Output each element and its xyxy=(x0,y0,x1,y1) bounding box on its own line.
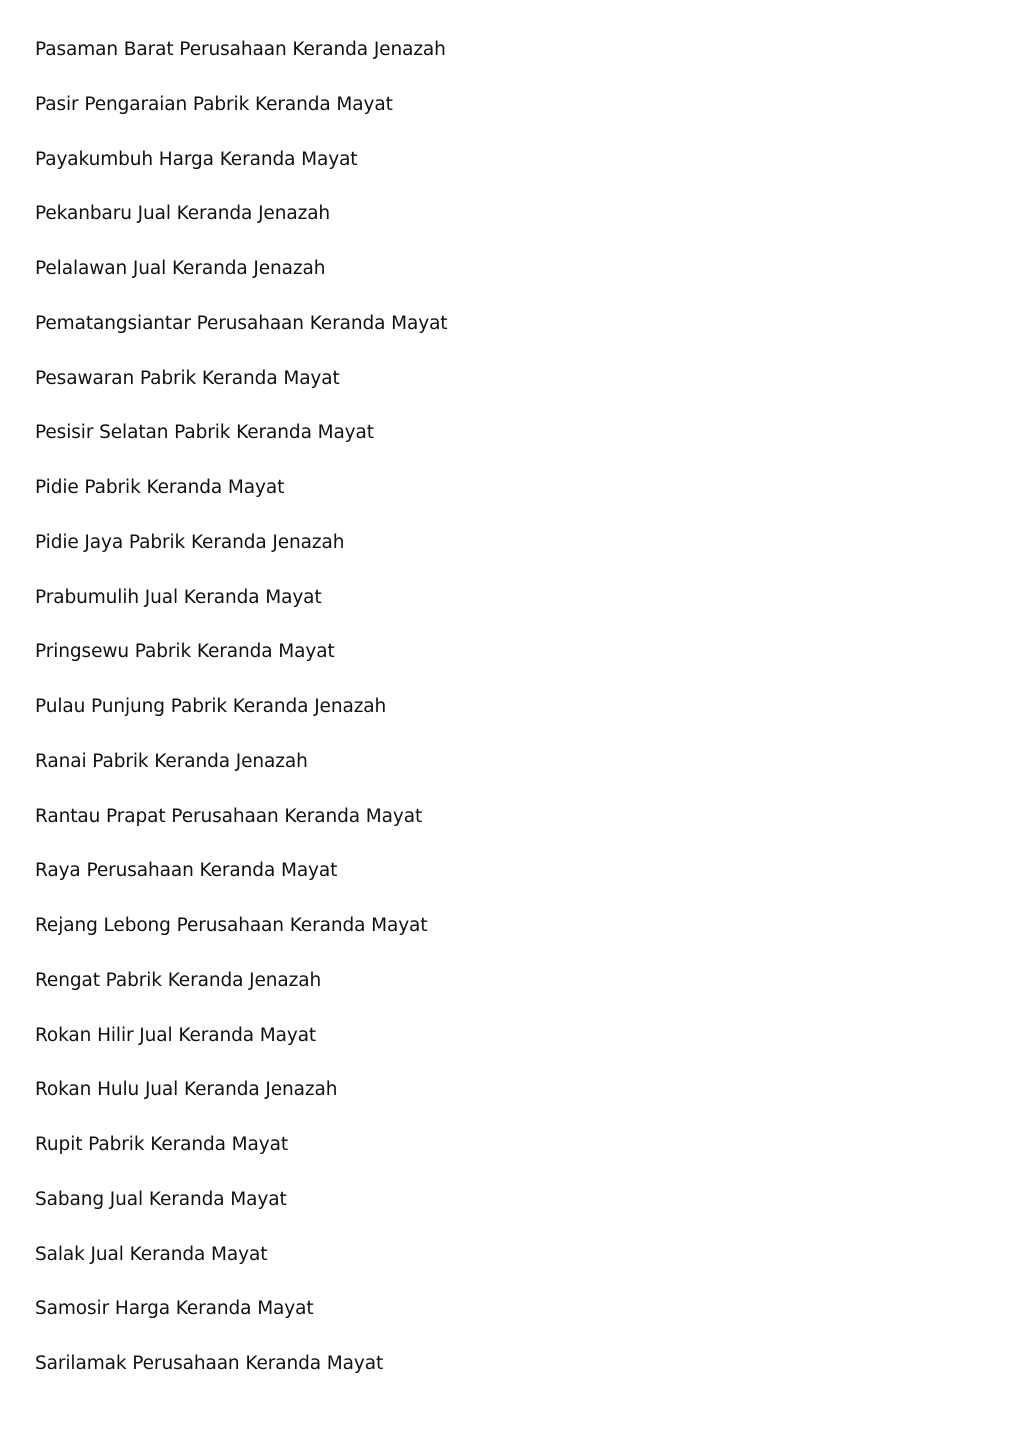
list-item: Pringsewu Pabrik Keranda Mayat xyxy=(35,641,335,663)
list-item: Raya Perusahaan Keranda Mayat xyxy=(35,860,338,882)
list-item: Rantau Prapat Perusahaan Keranda Mayat xyxy=(35,805,423,827)
list-item: Rokan Hulu Jual Keranda Jenazah xyxy=(35,1079,338,1101)
list-item: Rokan Hilir Jual Keranda Mayat xyxy=(35,1024,317,1046)
location-list xyxy=(35,37,447,1406)
list-item: Rengat Pabrik Keranda Jenazah xyxy=(35,969,322,991)
list-item: Rejang Lebong Perusahaan Keranda Mayat xyxy=(35,915,428,936)
list-item: Pekanbaru Jual Keranda Jenazah xyxy=(35,203,331,225)
list-item: Pelalawan Jual Keranda Jenazah xyxy=(35,258,326,279)
list-item: Pesawaran Pabrik Keranda Mayat xyxy=(35,367,340,389)
list-item: Samosir Harga Keranda Mayat xyxy=(35,1298,314,1320)
list-item: Salak Jual Keranda Mayat xyxy=(35,1243,268,1265)
list-item: Pidie Jaya Pabrik Keranda Jenazah xyxy=(35,531,345,553)
list-item: Sarilamak Perusahaan Keranda Mayat xyxy=(35,1353,384,1374)
list-item: Pematangsiantar Perusahaan Keranda Mayat xyxy=(35,312,448,334)
list-item: Sabang Jual Keranda Mayat xyxy=(35,1188,287,1210)
list-item: Ranai Pabrik Keranda Jenazah xyxy=(35,750,308,772)
list-item: Rupit Pabrik Keranda Mayat xyxy=(35,1134,288,1155)
list-item: Prabumulih Jual Keranda Mayat xyxy=(35,586,322,608)
list-item: Pidie Pabrik Keranda Mayat xyxy=(35,477,285,498)
list-item: Pasir Pengaraian Pabrik Keranda Mayat xyxy=(35,93,393,115)
list-item: Pesisir Selatan Pabrik Keranda Mayat xyxy=(35,422,374,444)
list-item: Pasaman Barat Perusahaan Keranda Jenazah xyxy=(35,39,446,60)
list-item: Payakumbuh Harga Keranda Mayat xyxy=(35,148,358,170)
list-item: Pulau Punjung Pabrik Keranda Jenazah xyxy=(35,696,387,717)
